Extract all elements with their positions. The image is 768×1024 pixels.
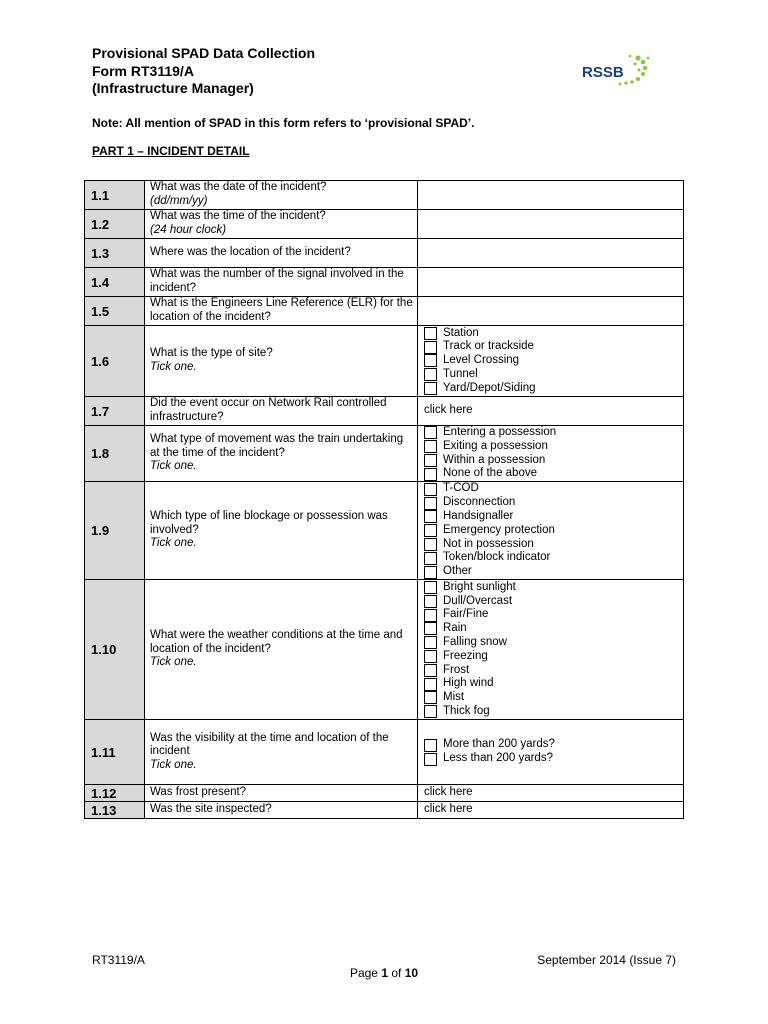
question-number: 1.9	[85, 482, 145, 580]
option-label: High wind	[443, 677, 494, 690]
checkbox-option[interactable]	[424, 354, 683, 368]
option-label: Falling snow	[443, 635, 507, 648]
form-row	[85, 426, 684, 482]
option-label: Disconnection	[443, 496, 516, 509]
page-of: of	[391, 966, 402, 980]
question-cell	[145, 580, 418, 720]
question-hint: Tick one.	[150, 758, 197, 771]
question-text: What type of movement was the train undertaking at the time of the incident?	[150, 433, 404, 459]
answer-field[interactable]	[418, 181, 684, 210]
title-line-1: Provisional SPAD Data Collection	[92, 45, 316, 61]
question-cell	[145, 210, 418, 239]
incident-detail-table	[84, 180, 684, 819]
question-cell	[145, 720, 418, 785]
answer-field[interactable]	[418, 268, 684, 297]
question-number: 1.12	[85, 785, 145, 802]
question-number: 1.1	[85, 181, 145, 210]
options-cell	[418, 720, 684, 785]
question-number: 1.11	[85, 720, 145, 785]
checkbox-option[interactable]	[424, 538, 683, 552]
checkbox-option[interactable]	[424, 565, 683, 579]
question-cell	[145, 181, 418, 210]
form-row	[85, 482, 684, 580]
question-number: 1.2	[85, 210, 145, 239]
checkbox-option[interactable]	[424, 705, 683, 719]
checkbox[interactable]	[424, 622, 437, 635]
click-here-field[interactable]: click here	[418, 397, 684, 426]
option-label: Entering a possession	[443, 426, 557, 439]
question-text: Was frost present?	[150, 786, 247, 799]
question-cell	[145, 297, 418, 326]
question-text: Was the site inspected?	[150, 803, 272, 816]
checkbox[interactable]	[424, 468, 437, 481]
checkbox-option[interactable]	[424, 496, 683, 510]
checkbox-option[interactable]	[424, 752, 683, 766]
checkbox-option[interactable]	[424, 738, 683, 752]
checkbox[interactable]	[424, 382, 437, 395]
checkbox[interactable]	[424, 483, 437, 496]
rssb-logo	[582, 52, 652, 92]
rssb-logo-text: RSSB	[582, 64, 624, 81]
checkbox[interactable]	[424, 524, 437, 537]
option-label: Within a possession	[443, 453, 546, 466]
question-cell	[145, 802, 418, 819]
option-label: Other	[443, 565, 472, 578]
option-label: Less than 200 yards?	[443, 752, 553, 765]
option-label: More than 200 yards?	[443, 738, 555, 751]
answer-field[interactable]	[418, 239, 684, 268]
checkbox-option[interactable]	[424, 636, 683, 650]
checkbox-option[interactable]	[424, 663, 683, 677]
question-text: What is the type of site?	[150, 347, 273, 360]
footer-issue: September 2014 (Issue 7)	[537, 953, 676, 967]
options-cell	[418, 482, 684, 580]
checkbox[interactable]	[424, 440, 437, 453]
question-hint: (dd/mm/yy)	[150, 195, 208, 207]
option-label: Thick fog	[443, 704, 490, 717]
checkbox-option[interactable]	[424, 454, 683, 468]
form-row	[85, 580, 684, 720]
checkbox[interactable]	[424, 368, 437, 381]
checkbox[interactable]	[424, 678, 437, 691]
answer-field[interactable]	[418, 297, 684, 326]
question-hint: (24 hour clock)	[150, 224, 227, 236]
option-label: Bright sunlight	[443, 580, 516, 593]
checkbox-option[interactable]	[424, 595, 683, 609]
checkbox[interactable]	[424, 691, 437, 704]
checkbox-option[interactable]	[424, 368, 683, 382]
checkbox[interactable]	[424, 510, 437, 523]
option-label: Level Crossing	[443, 354, 520, 367]
form-row	[85, 802, 684, 819]
checkbox[interactable]	[424, 566, 437, 579]
form-row	[85, 297, 684, 326]
question-number: 1.4	[85, 268, 145, 297]
part-1-heading: PART 1 – INCIDENT DETAIL	[92, 144, 250, 158]
option-label: Dull/Overcast	[443, 594, 513, 607]
question-text: What is the Engineers Line Reference (ELR) for the location of the incident?	[150, 297, 413, 323]
form-row	[85, 720, 684, 785]
form-row	[85, 181, 684, 210]
checkbox-option[interactable]	[424, 622, 683, 636]
question-number: 1.3	[85, 239, 145, 268]
question-hint: Tick one.	[150, 460, 197, 473]
question-hint: Tick one.	[150, 537, 197, 550]
form-row	[85, 268, 684, 297]
checkbox-option[interactable]	[424, 382, 683, 396]
question-number: 1.8	[85, 426, 145, 482]
answer-field[interactable]	[418, 210, 684, 239]
options-cell	[418, 426, 684, 482]
checkbox[interactable]	[424, 426, 437, 439]
form-row	[85, 397, 684, 426]
checkbox[interactable]	[424, 664, 437, 677]
option-label: Emergency protection	[443, 523, 555, 536]
page-number	[0, 966, 768, 980]
footer-form-code: RT3119/A	[92, 953, 145, 967]
question-hint: Tick one.	[150, 361, 197, 373]
options-cell	[418, 580, 684, 720]
page-current: 1	[381, 966, 388, 980]
option-label: Tunnel	[443, 367, 478, 380]
question-cell	[145, 482, 418, 580]
question-number: 1.6	[85, 326, 145, 397]
option-label: None of the above	[443, 467, 537, 480]
option-label: Fair/Fine	[443, 608, 489, 621]
checkbox[interactable]	[424, 636, 437, 649]
question-text: What was the date of the incident?	[150, 181, 327, 194]
question-cell	[145, 785, 418, 802]
question-number: 1.13	[85, 802, 145, 819]
checkbox-option[interactable]	[424, 467, 683, 481]
question-text: What was the time of the incident?	[150, 210, 326, 223]
checkbox[interactable]	[424, 705, 437, 718]
form-row	[85, 785, 684, 802]
checkbox-option[interactable]	[424, 440, 683, 454]
checkbox-option[interactable]	[424, 691, 683, 705]
checkbox[interactable]	[424, 581, 437, 594]
form-row	[85, 326, 684, 397]
checkbox-option[interactable]	[424, 426, 683, 440]
question-number: 1.7	[85, 397, 145, 426]
options-cell	[418, 326, 684, 397]
question-text: Did the event occur on Network Rail controlled infrastructure?	[150, 397, 387, 423]
click-here-field[interactable]: click here	[418, 802, 684, 819]
checkbox[interactable]	[424, 454, 437, 467]
checkbox-option[interactable]	[424, 608, 683, 622]
checkbox[interactable]	[424, 552, 437, 565]
form-row	[85, 239, 684, 268]
checkbox-option[interactable]	[424, 340, 683, 354]
checkbox-option[interactable]	[424, 677, 683, 691]
checkbox-option[interactable]	[424, 510, 683, 524]
question-number: 1.10	[85, 580, 145, 720]
click-here-field[interactable]: click here	[418, 785, 684, 802]
checkbox[interactable]	[424, 739, 437, 752]
option-label: Rain	[443, 622, 467, 635]
checkbox[interactable]	[424, 753, 437, 766]
checkbox[interactable]	[424, 595, 437, 608]
option-label: Freezing	[443, 649, 488, 662]
option-label: Track or trackside	[443, 340, 534, 353]
checkbox[interactable]	[424, 327, 437, 340]
question-text: What were the weather conditions at the time and location of the incident?	[150, 629, 403, 655]
question-text: Which type of line blockage or possession was involved?	[150, 510, 388, 536]
form-note: Note: All mention of SPAD in this form refers to ‘provisional SPAD’.	[92, 116, 475, 130]
question-cell	[145, 239, 418, 268]
checkbox-option[interactable]	[424, 482, 683, 496]
question-text: What was the number of the signal involved in the incident?	[150, 268, 404, 294]
option-label: Not in possession	[443, 537, 534, 550]
form-title	[92, 45, 315, 98]
form-row	[85, 210, 684, 239]
question-cell	[145, 426, 418, 482]
page-prefix: Page	[349, 966, 378, 980]
option-label: T-COD	[443, 482, 479, 495]
checkbox[interactable]	[424, 497, 437, 510]
checkbox[interactable]	[424, 341, 437, 354]
checkbox-option[interactable]	[424, 524, 683, 538]
question-text: Was the visibility at the time and location of the incident	[150, 731, 389, 758]
checkbox-option[interactable]	[424, 551, 683, 565]
question-hint: Tick one.	[150, 656, 197, 669]
checkbox[interactable]	[424, 609, 437, 622]
option-label: Station	[443, 326, 479, 339]
checkbox-option[interactable]	[424, 327, 683, 341]
question-cell	[145, 397, 418, 426]
question-number: 1.5	[85, 297, 145, 326]
title-line-2: Form RT3119/A	[92, 62, 194, 79]
option-label: Yard/Depot/Siding	[443, 381, 536, 394]
checkbox-option[interactable]	[424, 650, 683, 664]
checkbox-option[interactable]	[424, 581, 683, 595]
option-label: Frost	[443, 663, 470, 676]
option-label: Token/block indicator	[443, 551, 551, 564]
option-label: Handsignaller	[443, 510, 514, 523]
checkbox[interactable]	[424, 354, 437, 367]
question-text: Where was the location of the incident?	[150, 246, 351, 259]
option-label: Mist	[443, 691, 465, 704]
page-total: 10	[404, 966, 419, 980]
checkbox[interactable]	[424, 538, 437, 551]
question-cell	[145, 268, 418, 297]
option-label: Exiting a possession	[443, 439, 548, 452]
title-line-3: (Infrastructure Manager)	[92, 80, 254, 96]
checkbox[interactable]	[424, 650, 437, 663]
question-cell	[145, 326, 418, 397]
